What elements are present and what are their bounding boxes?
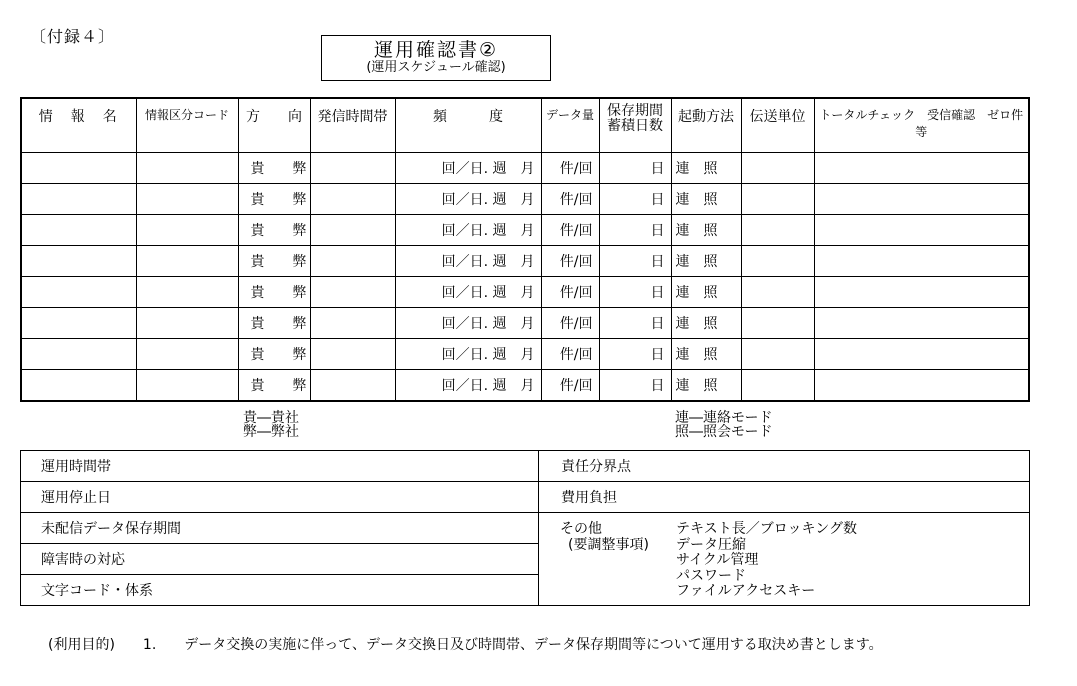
cell-checks[interactable] bbox=[814, 184, 1029, 215]
cell-direction[interactable]: 貴 弊 bbox=[238, 184, 310, 215]
title-box bbox=[321, 35, 551, 81]
cell-frequency[interactable]: 回／日. 週 月 bbox=[395, 308, 541, 339]
cell-send-time[interactable] bbox=[310, 184, 395, 215]
cell-checks[interactable] bbox=[814, 370, 1029, 402]
cell-checks[interactable] bbox=[814, 277, 1029, 308]
cell-direction[interactable]: 貴 弊 bbox=[238, 153, 310, 184]
header-checks: トータルチェック 受信確認 ゼロ件等 bbox=[814, 98, 1029, 153]
header-info-code: 情報区分コード bbox=[136, 98, 238, 153]
cell-send-time[interactable] bbox=[310, 339, 395, 370]
cell-days[interactable]: 日 bbox=[599, 246, 671, 277]
cell-info-name[interactable] bbox=[21, 370, 136, 402]
legend-direction bbox=[243, 411, 299, 439]
cell-send-time[interactable] bbox=[310, 246, 395, 277]
cost-burden-label: 費用負担 bbox=[539, 482, 1030, 513]
header-data-volume: データ量 bbox=[541, 98, 599, 153]
purpose-text: (利用目的) 1. データ交換の実施に伴って、データ交換日及び時間帯、データ保存期間等について運用する取決め書とします。 bbox=[48, 637, 883, 653]
cell-info-name[interactable] bbox=[21, 277, 136, 308]
cell-checks[interactable] bbox=[814, 308, 1029, 339]
cell-transfer-unit[interactable] bbox=[741, 184, 814, 215]
cell-transfer-unit[interactable] bbox=[741, 308, 814, 339]
cell-volume[interactable]: 件/回 bbox=[541, 215, 599, 246]
cell-checks[interactable] bbox=[814, 153, 1029, 184]
table-row bbox=[21, 184, 1029, 215]
cell-transfer-unit[interactable] bbox=[741, 339, 814, 370]
table-row bbox=[21, 339, 1029, 370]
cell-method[interactable]: 連 照 bbox=[671, 184, 741, 215]
other-title: その他 bbox=[560, 521, 602, 537]
cell-direction[interactable]: 貴 弊 bbox=[238, 246, 310, 277]
failure-response-label: 障害時の対応 bbox=[21, 544, 539, 575]
table-row bbox=[21, 482, 1030, 513]
header-send-time: 発信時間帯 bbox=[310, 98, 395, 153]
cell-transfer-unit[interactable] bbox=[741, 246, 814, 277]
schedule-table bbox=[20, 97, 1030, 402]
cell-days[interactable]: 日 bbox=[599, 370, 671, 402]
char-code-label: 文字コード・体系 bbox=[21, 575, 539, 606]
cell-method[interactable]: 連 照 bbox=[671, 153, 741, 184]
cell-info-code[interactable] bbox=[136, 184, 238, 215]
operation-stop-day-label: 運用停止日 bbox=[21, 482, 539, 513]
cell-days[interactable]: 日 bbox=[599, 184, 671, 215]
legend-item: 貴―貴社 bbox=[243, 410, 299, 426]
table-row bbox=[21, 451, 1030, 482]
cell-frequency[interactable]: 回／日. 週 月 bbox=[395, 277, 541, 308]
cell-frequency[interactable]: 回／日. 週 月 bbox=[395, 215, 541, 246]
cell-frequency[interactable]: 回／日. 週 月 bbox=[395, 184, 541, 215]
cell-method[interactable]: 連 照 bbox=[671, 308, 741, 339]
cell-direction[interactable]: 貴 弊 bbox=[238, 308, 310, 339]
table-row bbox=[21, 277, 1029, 308]
cell-info-name[interactable] bbox=[21, 153, 136, 184]
cell-volume[interactable]: 件/回 bbox=[541, 308, 599, 339]
header-launch-method: 起動方法 bbox=[671, 98, 741, 153]
cell-send-time[interactable] bbox=[310, 308, 395, 339]
cell-transfer-unit[interactable] bbox=[741, 277, 814, 308]
cell-days[interactable]: 日 bbox=[599, 153, 671, 184]
cell-frequency[interactable]: 回／日. 週 月 bbox=[395, 153, 541, 184]
cell-direction[interactable]: 貴 弊 bbox=[238, 215, 310, 246]
cell-info-name[interactable] bbox=[21, 184, 136, 215]
cell-transfer-unit[interactable] bbox=[741, 215, 814, 246]
cell-volume[interactable]: 件/回 bbox=[541, 184, 599, 215]
cell-method[interactable]: 連 照 bbox=[671, 339, 741, 370]
legend-item: 弊―弊社 bbox=[243, 424, 299, 440]
cell-info-code[interactable] bbox=[136, 370, 238, 402]
legend-method bbox=[675, 411, 772, 439]
legend-item: 連―連絡モード bbox=[675, 410, 773, 426]
cell-info-code[interactable] bbox=[136, 246, 238, 277]
cell-days[interactable]: 日 bbox=[599, 339, 671, 370]
table-row bbox=[21, 370, 1029, 402]
header-transfer-unit: 伝送単位 bbox=[741, 98, 814, 153]
cell-method[interactable]: 連 照 bbox=[671, 215, 741, 246]
cell-volume[interactable]: 件/回 bbox=[541, 246, 599, 277]
table-header-row bbox=[21, 98, 1029, 153]
list-item: パスワード bbox=[676, 567, 746, 584]
cell-send-time[interactable] bbox=[310, 370, 395, 402]
operation-hours-label: 運用時間帯 bbox=[21, 451, 539, 482]
cell-direction[interactable]: 貴 弊 bbox=[238, 339, 310, 370]
cell-volume[interactable]: 件/回 bbox=[541, 370, 599, 402]
cell-transfer-unit[interactable] bbox=[741, 153, 814, 184]
header-info-name: 情 報 名 bbox=[21, 98, 136, 153]
cell-volume[interactable]: 件/回 bbox=[541, 339, 599, 370]
cell-frequency[interactable]: 回／日. 週 月 bbox=[395, 370, 541, 402]
cell-info-code[interactable] bbox=[136, 308, 238, 339]
cell-method[interactable]: 連 照 bbox=[671, 370, 741, 402]
cell-info-code[interactable] bbox=[136, 339, 238, 370]
cell-info-name[interactable] bbox=[21, 246, 136, 277]
cell-frequency[interactable]: 回／日. 週 月 bbox=[395, 339, 541, 370]
appendix-label: 〔付録４〕 bbox=[30, 27, 116, 46]
table-row bbox=[21, 308, 1029, 339]
cell-days[interactable]: 日 bbox=[599, 215, 671, 246]
cell-transfer-unit[interactable] bbox=[741, 370, 814, 402]
cell-send-time[interactable] bbox=[310, 277, 395, 308]
document-subtitle: (運用スケジュール確認) bbox=[366, 60, 506, 75]
cell-frequency[interactable]: 回／日. 週 月 bbox=[395, 246, 541, 277]
other-items-list bbox=[676, 522, 857, 600]
cell-checks[interactable] bbox=[814, 215, 1029, 246]
header-retention: 保存期間 蓄積日数 bbox=[599, 98, 671, 153]
cell-send-time[interactable] bbox=[310, 215, 395, 246]
cell-info-name[interactable] bbox=[21, 308, 136, 339]
list-item: データ圧縮 bbox=[676, 536, 746, 553]
cell-checks[interactable] bbox=[814, 339, 1029, 370]
cell-method[interactable]: 連 照 bbox=[671, 277, 741, 308]
table-row bbox=[21, 246, 1029, 277]
list-item: ファイルアクセスキー bbox=[676, 583, 816, 599]
list-item: テキスト長／ブロッキング数 bbox=[676, 521, 858, 537]
cell-info-name[interactable] bbox=[21, 339, 136, 370]
legend-item: 照―照会モード bbox=[675, 424, 773, 440]
cell-direction[interactable]: 貴 弊 bbox=[238, 277, 310, 308]
table-row bbox=[21, 513, 1030, 544]
table-row bbox=[21, 153, 1029, 184]
other-label bbox=[560, 522, 649, 553]
list-item: サイクル管理 bbox=[676, 552, 759, 568]
cell-days[interactable]: 日 bbox=[599, 308, 671, 339]
operation-table bbox=[20, 450, 1030, 606]
cell-info-code[interactable] bbox=[136, 153, 238, 184]
cell-days[interactable]: 日 bbox=[599, 277, 671, 308]
cell-send-time[interactable] bbox=[310, 153, 395, 184]
cell-method[interactable]: 連 照 bbox=[671, 246, 741, 277]
cell-volume[interactable]: 件/回 bbox=[541, 153, 599, 184]
cell-volume[interactable]: 件/回 bbox=[541, 277, 599, 308]
responsibility-boundary-label: 責任分界点 bbox=[539, 451, 1030, 482]
cell-direction[interactable]: 貴 弊 bbox=[238, 370, 310, 402]
table-row bbox=[21, 215, 1029, 246]
cell-checks[interactable] bbox=[814, 246, 1029, 277]
cell-info-name[interactable] bbox=[21, 215, 136, 246]
document-title: 運用確認書② bbox=[373, 39, 499, 61]
cell-info-code[interactable] bbox=[136, 277, 238, 308]
header-direction: 方 向 bbox=[238, 98, 310, 153]
undelivered-retention-label: 未配信データ保存期間 bbox=[21, 513, 539, 544]
header-frequency: 頻 度 bbox=[395, 98, 541, 153]
other-subtitle: (要調整事項) bbox=[568, 536, 649, 553]
cell-info-code[interactable] bbox=[136, 215, 238, 246]
